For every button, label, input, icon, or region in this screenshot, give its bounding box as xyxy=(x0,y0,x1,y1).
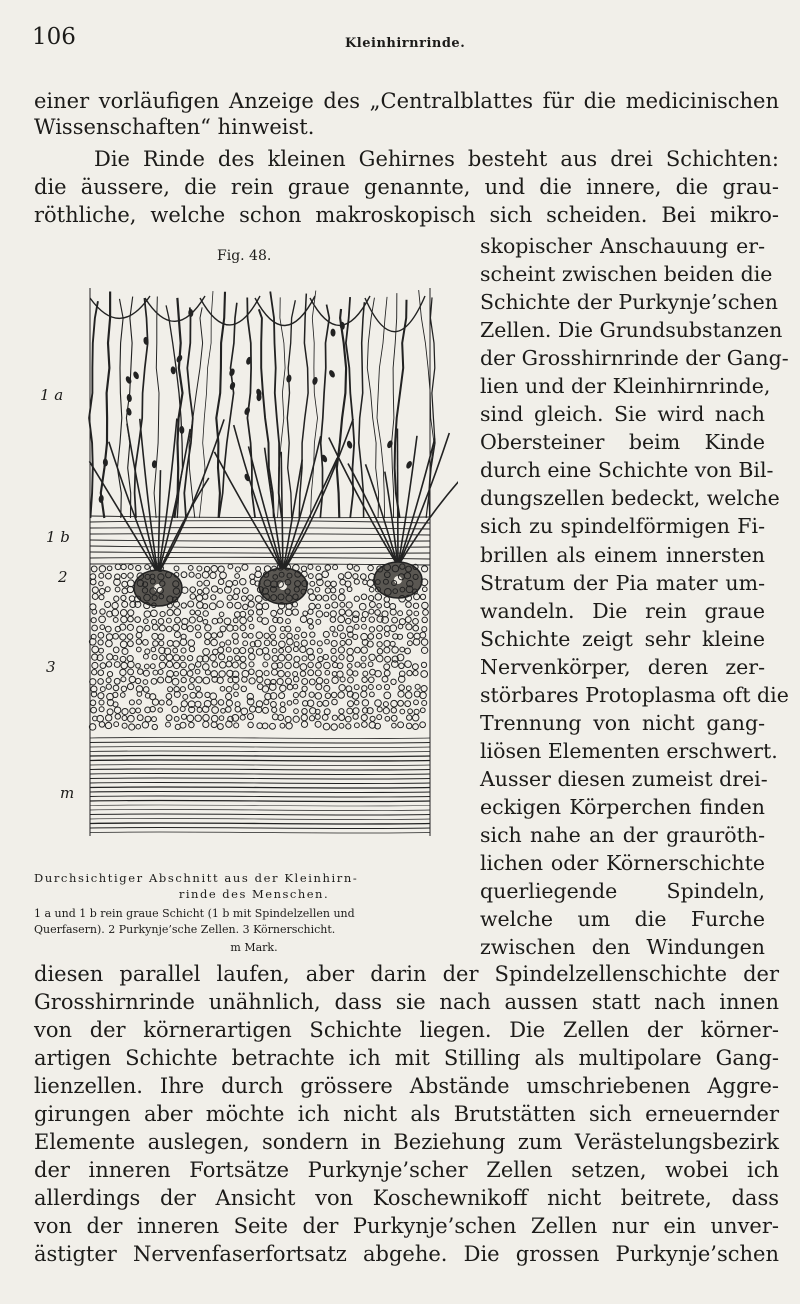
text-line: diesen parallel laufen, aber darin der Spindelzellenschichte der xyxy=(34,962,779,986)
text-line: röthliche, welche schon makroskopisch sich scheiden. Bei mikro- xyxy=(34,203,779,227)
text-line: Wissenschaften“ hinweist. xyxy=(34,115,315,139)
column-line: brillen als einem innersten xyxy=(480,543,765,567)
column-line: der Grosshirnrinde der Gang- xyxy=(480,346,789,370)
column-line: scheint zwischen beiden die xyxy=(480,262,773,286)
figure-caption-title-cont: rinde des Menschen. xyxy=(178,887,330,901)
column-line: lichen oder Körnerschichte xyxy=(480,851,765,875)
column-line: sind gleich. Sie wird nach xyxy=(480,402,765,426)
running-title: Kleinhirnrinde. xyxy=(345,36,466,51)
layer-label-1a: 1 a xyxy=(40,386,64,404)
column-line: lien und der Kleinhirnrinde, xyxy=(480,374,771,398)
column-line: sich zu spindelförmigen Fi- xyxy=(480,514,765,538)
page-number: 106 xyxy=(32,24,76,50)
column-line: Ausser diesen zumeist drei- xyxy=(480,767,768,791)
text-line: girungen aber möchte ich nicht als Brutstätten sich erneuernder xyxy=(34,1102,779,1126)
text-line: lienzellen. Ihre durch grössere Abstände umschriebenen Aggre- xyxy=(34,1074,779,1098)
text-line: Die Rinde des kleinen Gehirnes besteht aus drei Schichten: xyxy=(94,147,779,171)
column-line: störbares Protoplasma oft die xyxy=(480,683,789,707)
text-line: ästigter Nervenfaserfortsatz abgehe. Die grossen Purkynje’schen xyxy=(34,1242,779,1266)
column-line: Zellen. Die Grundsubstanzen xyxy=(480,318,783,342)
column-line: liösen Elementen erschwert. xyxy=(480,739,778,763)
text-line: von der inneren Seite der Purkynje’schen Zellen nur ein unver- xyxy=(34,1214,779,1238)
text-line: Elemente auslegen, sondern in Beziehung zum Verästelungsbezirk xyxy=(34,1130,779,1154)
column-line: Nervenkörper, deren zer- xyxy=(480,655,765,679)
column-line: Obersteiner beim Kinde xyxy=(480,430,765,454)
column-line: Trennung von nicht gang- xyxy=(480,711,765,735)
text-line: Grosshirnrinde unähnlich, dass sie nach aussen statt nach innen xyxy=(34,990,779,1014)
layer-label-3: 3 xyxy=(46,658,56,676)
column-line: skopischer Anschauung er- xyxy=(480,234,765,258)
layer-label-m: m xyxy=(60,784,75,802)
column-line: eckigen Körperchen finden xyxy=(480,795,765,819)
cerebellum-section-illustration xyxy=(38,268,458,860)
column-line: Schichte zeigt sehr kleine xyxy=(480,627,765,651)
column-line: dungszellen bedeckt, welche xyxy=(480,486,780,510)
layer-label-1b: 1 b xyxy=(46,528,70,546)
layer-label-2: 2 xyxy=(58,568,68,586)
figure-caption-legend: m Mark. xyxy=(230,941,278,954)
text-line: einer vorläufigen Anzeige des „Centralblattes für die medicinischen xyxy=(34,89,779,113)
text-line: allerdings der Ansicht von Koschewnikoff nicht beitrete, dass xyxy=(34,1186,779,1210)
column-line: durch eine Schichte von Bil- xyxy=(480,458,774,482)
figure-caption-title: Durchsichtiger Abschnitt aus der Kleinhirn- xyxy=(34,871,359,885)
figure-label: Fig. 48. xyxy=(217,248,272,264)
figure-caption-legend: 1 a und 1 b rein graue Schicht (1 b mit Spindelzellen und xyxy=(34,907,355,920)
column-line: Stratum der Pia mater um- xyxy=(480,571,765,595)
text-line: von der körnerartigen Schichte liegen. Die Zellen der körner- xyxy=(34,1018,779,1042)
column-line: sich nahe an der grauröth- xyxy=(480,823,765,847)
cortex-layers xyxy=(89,288,458,836)
text-line: artigen Schichte betrachte ich mit Stilling als multipolare Gang- xyxy=(34,1046,779,1070)
column-line: welche um die Furche xyxy=(480,907,765,931)
figure-caption-legend: Querfasern). 2 Purkynje’sche Zellen. 3 Körnerschicht. xyxy=(34,923,336,936)
text-line: die äussere, die rein graue genannte, und die innere, die grau- xyxy=(34,175,779,199)
column-line: querliegende Spindeln, xyxy=(480,879,765,903)
column-line: zwischen den Windungen xyxy=(480,935,765,959)
column-line: wandeln. Die rein graue xyxy=(480,599,765,623)
text-line: der inneren Fortsätze Purkynje’scher Zellen setzen, wobei ich xyxy=(34,1158,779,1182)
column-line: Schichte der Purkynje’schen xyxy=(480,290,778,314)
